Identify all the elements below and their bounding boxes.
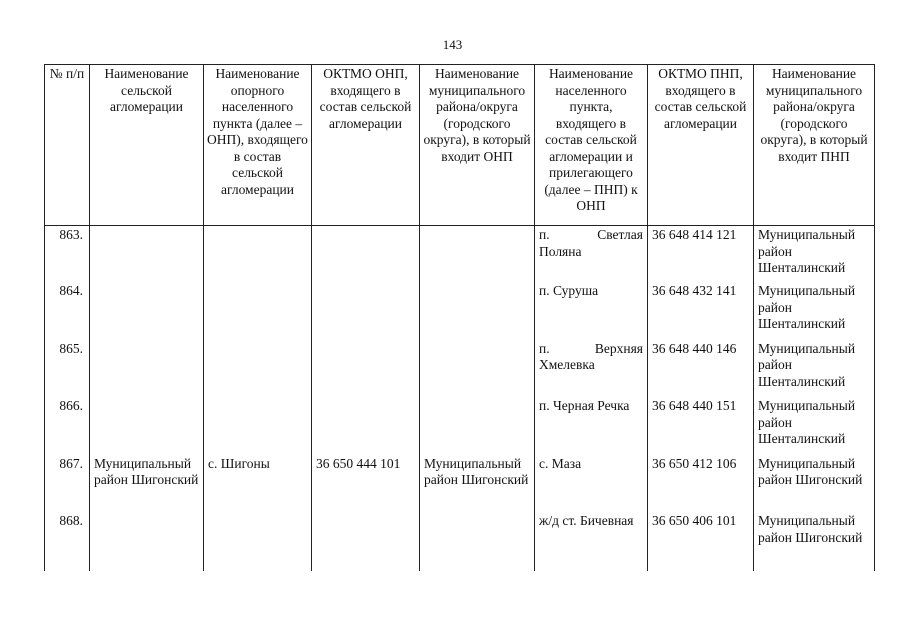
pnp-name: п. Светлая Поляна (535, 226, 648, 284)
header-agglomeration-name: Наименование сельской агломерации (90, 65, 204, 226)
onp-district (420, 513, 535, 571)
pnp-name: ж/д ст. Бичевная (535, 513, 648, 571)
header-onp-oktmo: ОКТМО ОНП, входящего в состав сельской агломерации (312, 65, 420, 226)
onp-name (204, 226, 312, 284)
agglomeration-name: Муниципальный район Шигонский (90, 456, 204, 514)
agglomeration-name (90, 398, 204, 456)
pnp-name: с. Маза (535, 456, 648, 514)
agglomeration-table (44, 64, 875, 571)
onp-oktmo (312, 226, 420, 284)
onp-name (204, 513, 312, 571)
agglomeration-name (90, 341, 204, 399)
pnp-name: п. Суруша (535, 283, 648, 341)
pnp-oktmo: 36 648 414 121 (648, 226, 754, 284)
table-row (45, 341, 875, 399)
row-number: 863. (45, 226, 90, 284)
onp-oktmo (312, 398, 420, 456)
onp-district (420, 283, 535, 341)
table-row (45, 226, 875, 284)
header-onp-district: Наименование муниципального района/округа (городского округа), в который входит ОНП (420, 65, 535, 226)
table-header-row (45, 65, 875, 226)
agglomeration-name (90, 283, 204, 341)
row-number: 864. (45, 283, 90, 341)
header-onp-name: Наименование опорного населенного пункта (далее – ОНП), входящего в состав сельской агломерации (204, 65, 312, 226)
onp-district: Муниципальный район Шигонский (420, 456, 535, 514)
pnp-district: Муниципальный район Шенталинский (754, 398, 875, 456)
header-number: № п/п (45, 65, 90, 226)
header-pnp-name: Наименование населенного пункта, входящего в состав сельской агломерации и прилегающего (далее – ПНП) к ОНП (535, 65, 648, 226)
onp-oktmo (312, 283, 420, 341)
header-pnp-district: Наименование муниципального района/округа (городского округа), в который входит ПНП (754, 65, 875, 226)
onp-name: с. Шигоны (204, 456, 312, 514)
pnp-oktmo: 36 650 412 106 (648, 456, 754, 514)
pnp-district: Муниципальный район Шенталинский (754, 226, 875, 284)
onp-oktmo (312, 513, 420, 571)
page-number: 143 (442, 37, 463, 52)
onp-name (204, 283, 312, 341)
onp-district (420, 226, 535, 284)
pnp-district: Муниципальный район Шигонский (754, 456, 875, 514)
pnp-district: Муниципальный район Шенталинский (754, 341, 875, 399)
row-number: 866. (45, 398, 90, 456)
pnp-oktmo: 36 648 440 151 (648, 398, 754, 456)
table-row (45, 456, 875, 514)
row-number: 868. (45, 513, 90, 571)
pnp-district: Муниципальный район Шенталинский (754, 283, 875, 341)
pnp-name: п. Черная Речка (535, 398, 648, 456)
onp-name (204, 341, 312, 399)
onp-oktmo: 36 650 444 101 (312, 456, 420, 514)
pnp-oktmo: 36 650 406 101 (648, 513, 754, 571)
onp-oktmo (312, 341, 420, 399)
onp-district (420, 398, 535, 456)
agglomeration-name (90, 513, 204, 571)
pnp-name: п. Верхняя Хмелевка (535, 341, 648, 399)
table-row (45, 513, 875, 571)
row-number: 867. (45, 456, 90, 514)
table-row (45, 398, 875, 456)
agglomeration-name (90, 226, 204, 284)
pnp-oktmo: 36 648 432 141 (648, 283, 754, 341)
pnp-oktmo: 36 648 440 146 (648, 341, 754, 399)
header-pnp-oktmo: ОКТМО ПНП, входящего в состав сельской агломерации (648, 65, 754, 226)
pnp-district: Муниципальный район Шигонский (754, 513, 875, 571)
row-number: 865. (45, 341, 90, 399)
onp-district (420, 341, 535, 399)
onp-name (204, 398, 312, 456)
table-row (45, 283, 875, 341)
